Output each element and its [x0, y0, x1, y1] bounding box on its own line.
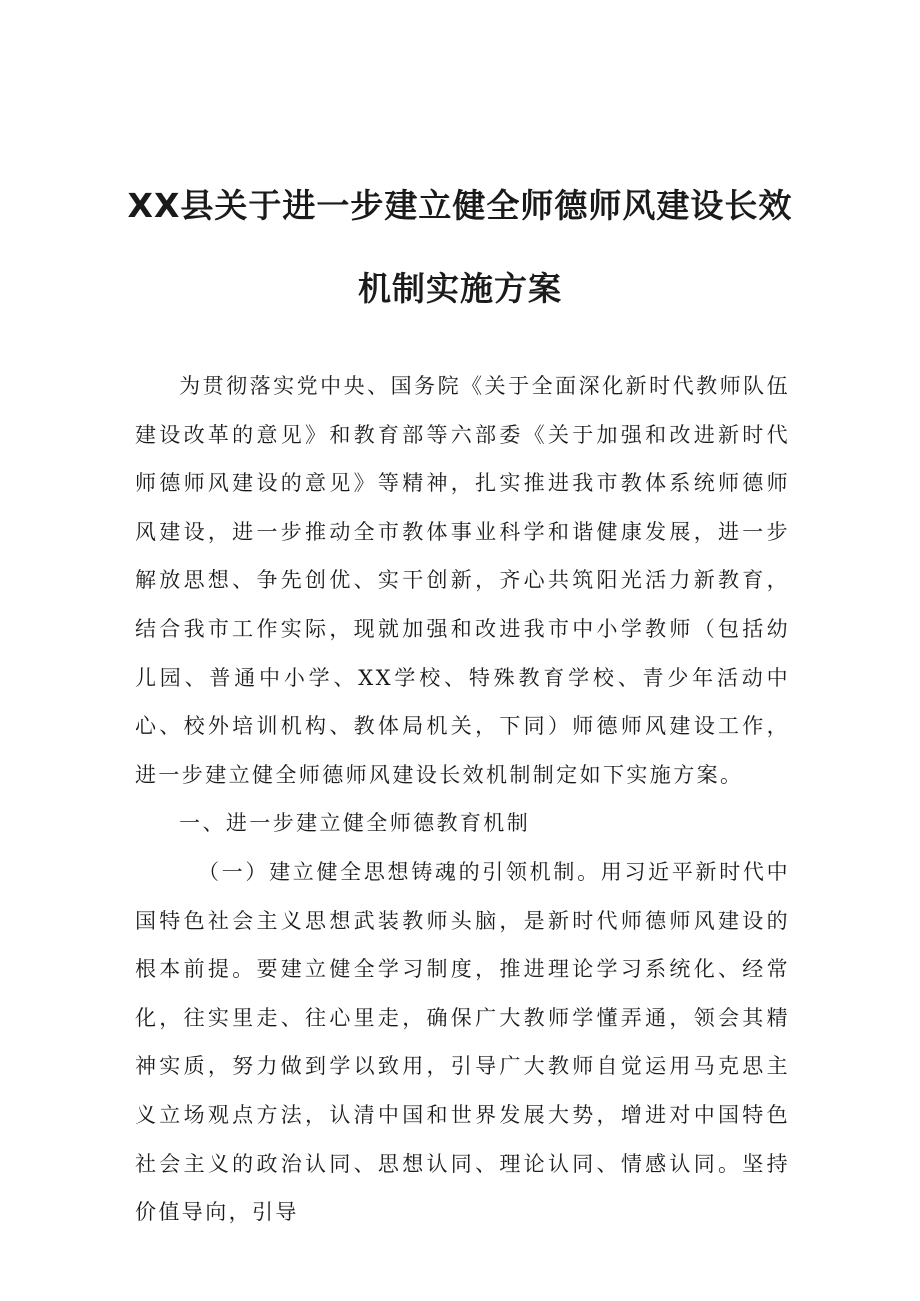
subsection-paragraph-1: （一）建立健全思想铸魂的引领机制。用习近平新时代中国特色社会主义思想武装教师头脑，是新时代师德师风建设的根本前提。要建立健全学习制度，推进理论学习系统化、经常化，往实里走、往心里走，确保广大教师学懂弄通，领会其精神实质，努力做到学以致用，引导广大教师自觉运用马克思主义立场观点方法，认清中国和世界发展大势，增进对中国特色社会主义的政治认同、思想认同、理论认同、情感认同。坚持价值导向，引导: [135, 859, 790, 1225]
document-title-line-2: 机制实施方案: [358, 269, 562, 308]
document-body: [135, 362, 790, 1237]
document-title-line-1: XX县关于进一步建立健全师德师风建设长效: [127, 186, 793, 225]
intro-paragraph: 为贯彻落实党中央、国务院《关于全面深化新时代教师队伍建设改革的意见》和教育部等六部委《关于加强和改进新时代师德师风建设的意见》等精神，扎实推进我市教体系统师德师风建设，进一步推动全市教体事业科学和谐健康发展，进一步解放思想、争先创优、实干创新，齐心共筑阳光活力新教育，结合我市工作实际，现就加强和改进我市中小学教师（包括幼儿园、普通中小学、XX学校、特殊教育学校、青少年活动中心、校外培训机构、教体局机关，下同）师德师风建设工作，进一步建立健全师德师风建设长效机制制定如下实施方案。: [135, 374, 790, 787]
section-heading-1: 一、进一步建立健全师德教育机制: [179, 811, 531, 836]
